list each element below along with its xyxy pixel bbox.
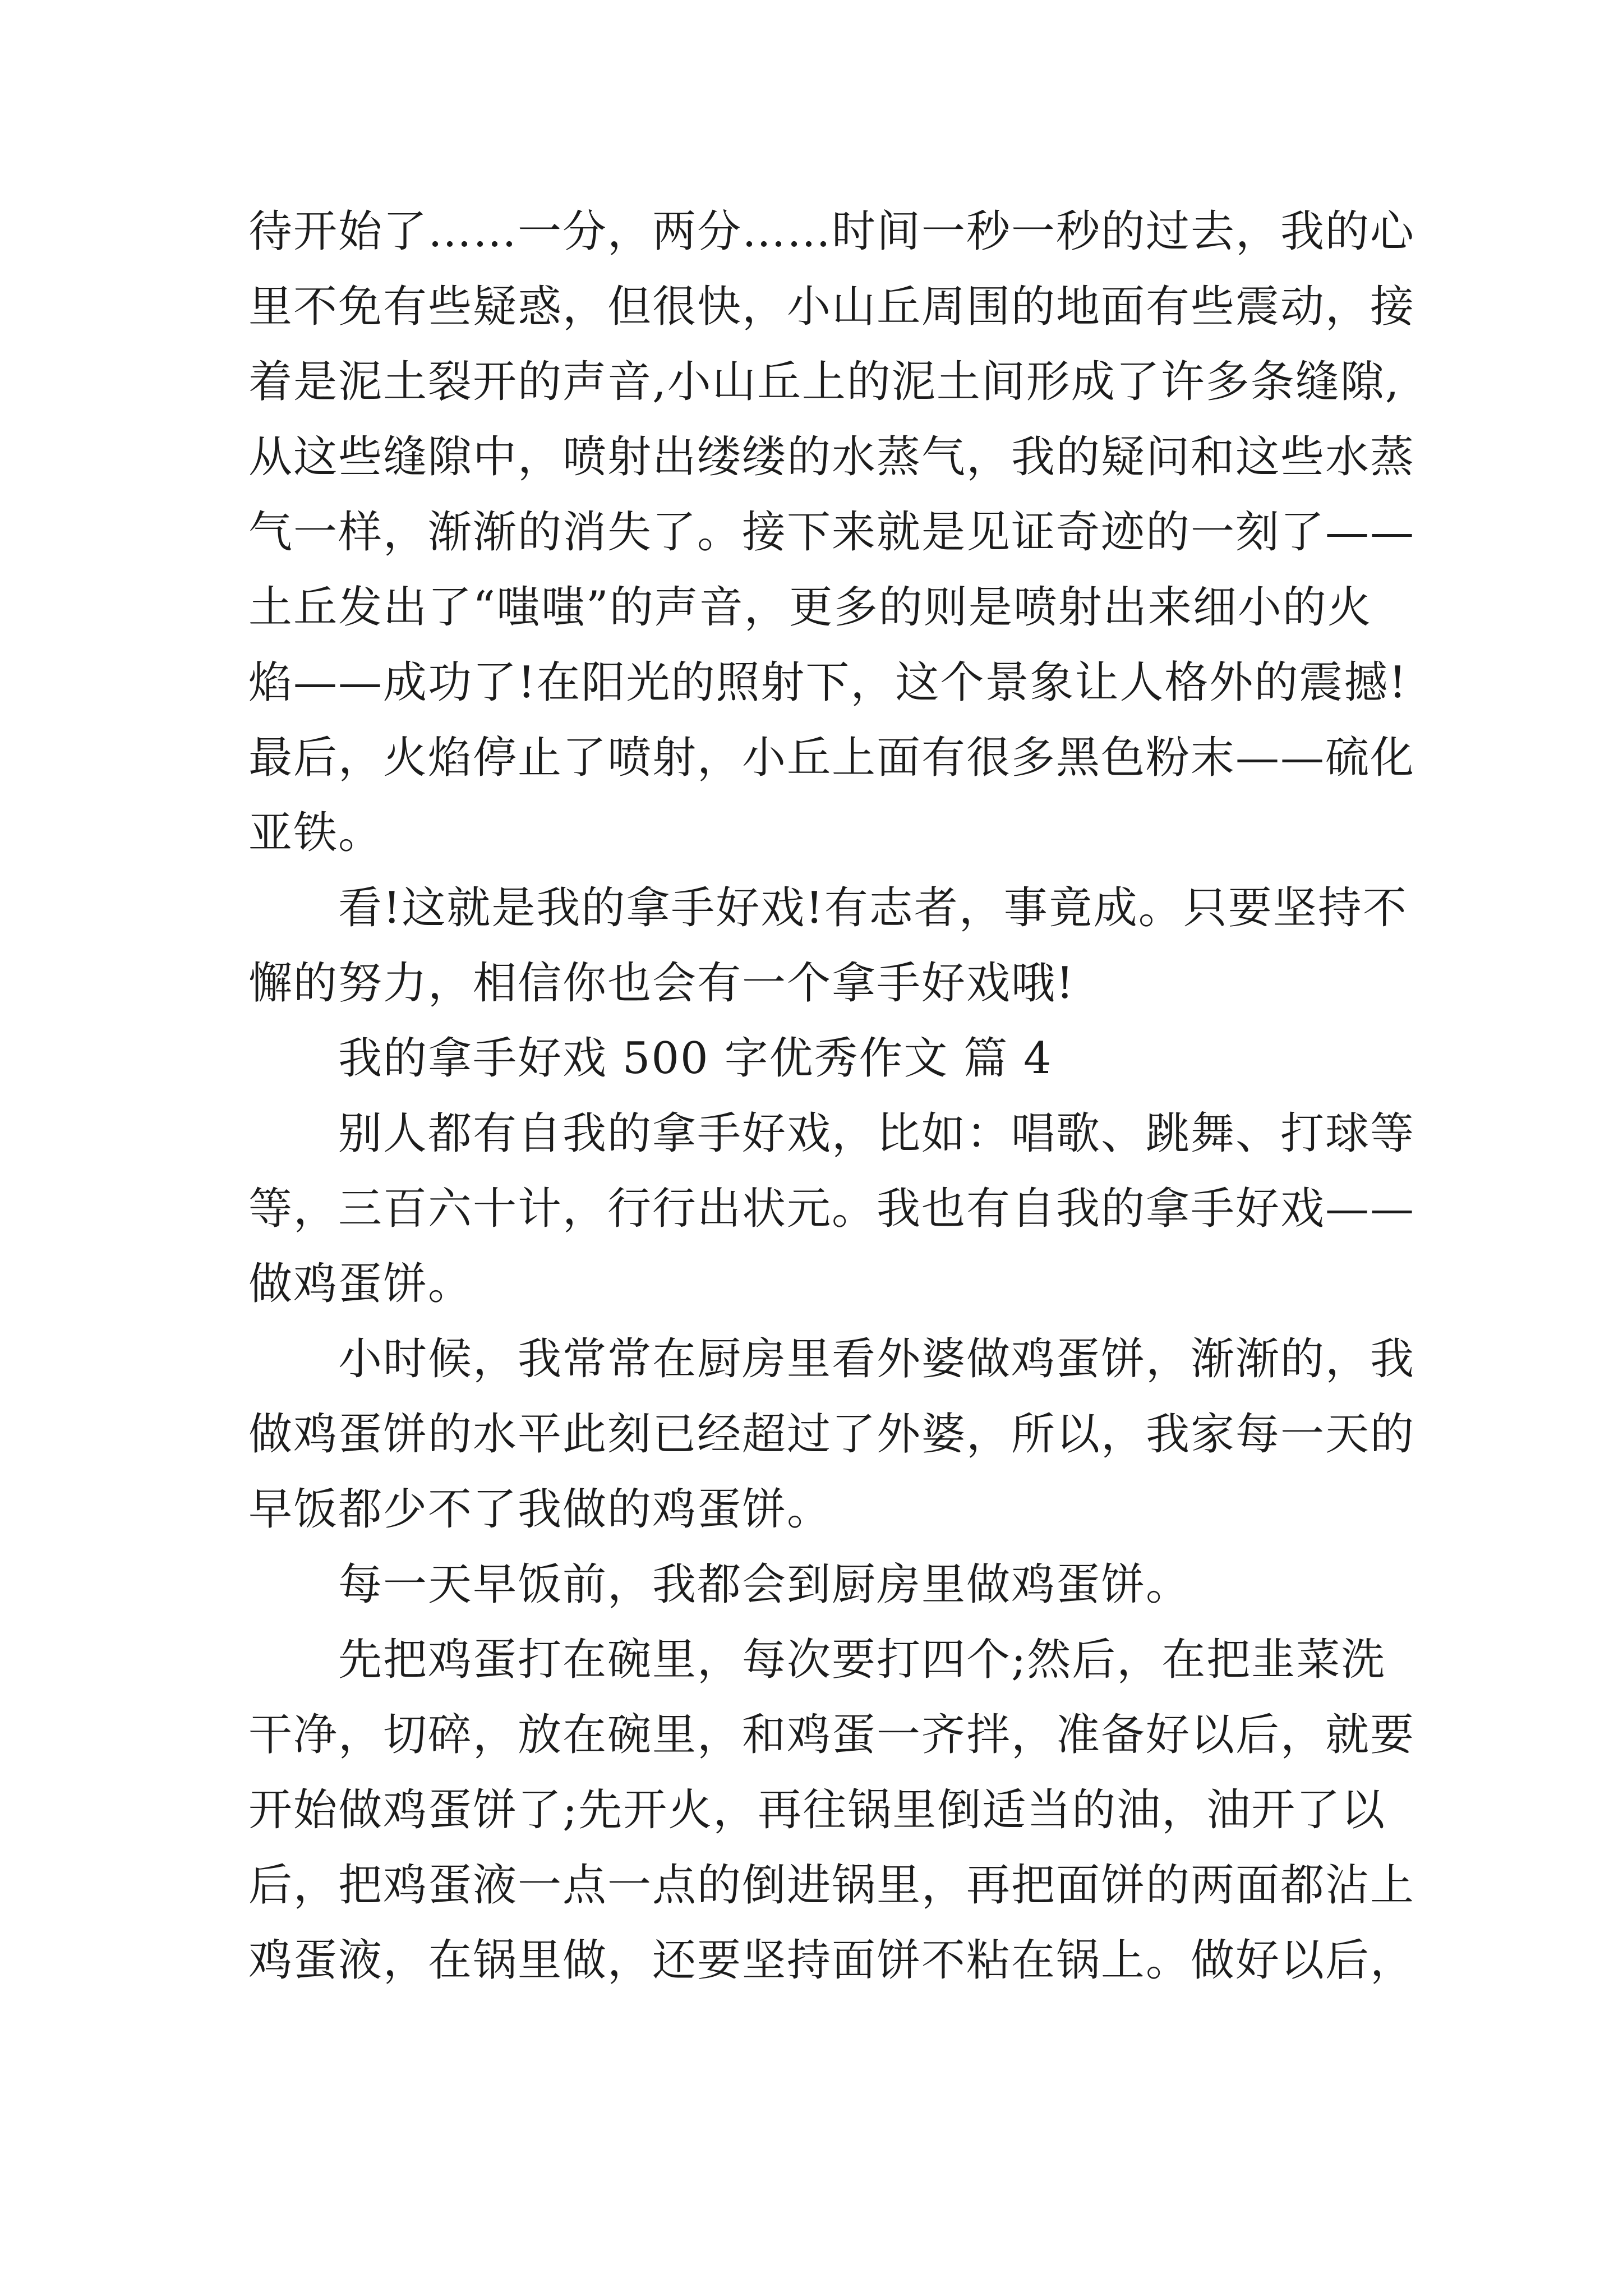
text-line: 等，三百六十计，行行出状元。我也有自我的拿手好戏—— (248, 1184, 1415, 1234)
text-line: 土丘发出了“嗤嗤”的声音，更多的则是喷射出来细小的火 (248, 582, 1372, 633)
text-line: 干净，切碎，放在碗里，和鸡蛋一齐拌，准备好以后，就要 (248, 1710, 1415, 1760)
text-line: 待开始了……一分，两分……时间一秒一秒的过去，我的心 (248, 206, 1415, 257)
text-line: 气一样，渐渐的消失了。接下来就是见证奇迹的一刻了—— (248, 507, 1415, 558)
text-line: 懈的努力，相信你也会有一个拿手好戏哦! (248, 958, 1075, 1009)
text-line: 做鸡蛋饼。 (248, 1259, 473, 1309)
text-line: 早饭都少不了我做的鸡蛋饼。 (248, 1484, 832, 1535)
text-line: 做鸡蛋饼的水平此刻已经超过了外婆，所以，我家每一天的 (248, 1409, 1415, 1460)
text-line: 焰——成功了!在阳光的照射下，这个景象让人格外的震撼! (248, 657, 1408, 708)
paragraph-start-line: 每一天早饭前，我都会到厨房里做鸡蛋饼。 (338, 1559, 1191, 1610)
text-line: 后，把鸡蛋液一点一点的倒进锅里，再把面饼的两面都沾上 (248, 1860, 1415, 1911)
section-heading: 我的拿手好戏 500 字优秀作文 篇 4 (338, 1033, 1053, 1084)
paragraph-start-line: 小时候，我常常在厨房里看外婆做鸡蛋饼，渐渐的，我 (338, 1334, 1415, 1384)
essay-text (248, 194, 1415, 1998)
paragraph-start-line: 别人都有自我的拿手好戏，比如：唱歌、跳舞、打球等 (338, 1108, 1415, 1159)
text-line: 里不免有些疑惑，但很快，小山丘周围的地面有些震动，接 (248, 282, 1415, 332)
text-line: 开始做鸡蛋饼了;先开火，再往锅里倒适当的油，油开了以 (248, 1785, 1386, 1835)
text-line: 着是泥土裂开的声音,小山丘上的泥土间形成了许多条缝隙, (248, 357, 1400, 407)
text-line: 鸡蛋液，在锅里做，还要坚持面饼不粘在锅上。做好以后， (248, 1935, 1415, 1986)
text-line: 从这些缝隙中，喷射出缕缕的水蒸气，我的疑问和这些水蒸 (248, 432, 1415, 482)
paragraph-start-line: 看!这就是我的拿手好戏!有志者，事竟成。只要坚持不 (338, 883, 1408, 933)
paragraph-start-line: 先把鸡蛋打在碗里，每次要打四个;然后，在把韭菜洗 (338, 1635, 1386, 1685)
text-line: 亚铁。 (248, 808, 384, 858)
text-line: 最后，火焰停止了喷射，小丘上面有很多黑色粉末——硫化 (248, 733, 1415, 783)
